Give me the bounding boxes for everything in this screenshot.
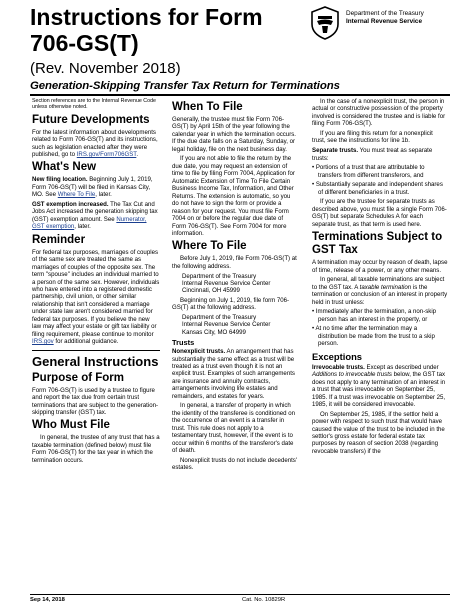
address-line: Internal Revenue Service Center (182, 279, 271, 287)
new-filing-lead: New filing location. (32, 176, 88, 184)
term-body-2: is the termination or conclusion of an interest in property held in trust unless: (312, 283, 448, 306)
link-where-to-file[interactable]: Where To File (57, 191, 96, 199)
future-text: For the latest information about developments related to Form 706-GS(T) and its instructions, such as legislation enacted after they were published, go to (32, 128, 158, 158)
header-rule (30, 94, 450, 96)
agency-block (346, 10, 424, 26)
irrev-body-2: below, the GST tax does not apply to any termination of an interest in a trust that was irrevocable on September 25, 1985. If a trust was irrevocable on September 25, 1985, it will be considered irrevocable. (312, 371, 446, 408)
separate-lead: Separate trusts. (312, 147, 359, 155)
irrev-lead: Irrevocable trusts. (312, 363, 365, 371)
heading-exceptions: Exceptions (312, 350, 363, 362)
heading-who-must-file: Who Must File (32, 419, 110, 432)
address-line: Department of the Treasury (182, 272, 257, 280)
address-line: Department of the Treasury (182, 313, 257, 321)
new-filing-body: Beginning July 1, 2019, Form 706-GS(T) will be filed in Kansas City, MO. See (32, 176, 153, 199)
irrevocable-trusts-text (312, 364, 448, 409)
heading-whats-new: What's New (32, 161, 97, 174)
footer-cat-number: Cat. No. 10829R (242, 597, 286, 603)
gst-body: The Tax Cut and Jobs Act increased the generation skipping tax (GST) exemption amount. See (32, 200, 158, 223)
heading-future-developments: Future Developments (32, 113, 150, 126)
heading-when-to-file: When To File (172, 101, 243, 113)
heading-terminations-subject: Terminations Subject to GST Tax (312, 231, 443, 257)
footer-date: Sep 14, 2018 (30, 597, 65, 603)
address-line: Internal Revenue Service Center (182, 321, 271, 329)
settlor-power-text: On September 25, 1985, if the settlor held a power with respect to such trust that would have caused the value of the trust to be included in the settlor's gross estate for federal estate tax purposes by reason of section 2038 (regarding revocable transfers) if the (312, 410, 445, 455)
link-gst-exemption[interactable]: Numerator, GST exemption (32, 215, 147, 231)
heading-purpose-of-form: Purpose of Form (32, 371, 125, 384)
heading-reminder: Reminder (32, 233, 86, 246)
when-to-file-text-2: If you are not able to file the return by the due date, you may request an extension of time to file by filing Form 7004, Application for Automatic Extension of Time To File Certain Business Income Tax, Information, and Other Returns. The extension is automatic, so you do not have to sign the form or provide a reason for your request. You must file Form 7004 on or before the regular due date of Form 706-GS(T). See Form 7004 for more information. (172, 155, 295, 237)
nonexplicit-filing-text: If you are filing this return for a nonexplicit trust, see the instructions for line 1b. (312, 130, 433, 145)
separate-trusts-text-2: If you are the trustee for separate trusts as described above, you must file a single Form 706-GS(T) but separate Schedules A for each separate trust, as that term is used here. (312, 198, 447, 228)
address-kansas-city (182, 314, 298, 336)
new-filing-location-text (32, 176, 160, 198)
term-body: In general, all taxable terminations are subject to the GST tax. A (312, 276, 445, 291)
who-must-file-text: In general, the trustee of any trust that has a taxable termination (defined below) must file Form 706-GS(T) for the tax year in which the termination occurs. (32, 434, 160, 464)
heading-general-instructions: General Instructions (32, 350, 160, 369)
irrev-italic: Additions to irrevocable trusts (312, 371, 392, 379)
new-filing-end: , later. (95, 191, 112, 199)
column-2 (172, 98, 298, 474)
reminder-text (32, 249, 160, 346)
bullet-item: • Portions of a trust that are attributable to transfers from different transferors, and (312, 164, 425, 179)
where-to-file-text-2: Beginning on July 1, 2019, file form 706-GS(T) at the following address. (172, 296, 290, 312)
future-end: . (136, 150, 139, 158)
term-italic: taxable termination (359, 283, 412, 291)
form-title: Instructions for Form 706-GS(T) (30, 4, 263, 56)
reminder-end: for additional guidance. (53, 338, 119, 346)
irrev-body: Except as described under (364, 363, 439, 371)
address-line: Cincinnati, OH 45999 (182, 287, 240, 295)
agency-department: Department of the Treasury (346, 10, 424, 17)
link-irs-form706gst[interactable]: IRS.gov/Form706GST (76, 150, 137, 158)
nonexplicit-trustee-text: In the case of a nonexplicit trust, the person in actual or constructive possession of the property involved is considered the trustee and is liable for filing Form 706-GS(T). (312, 98, 446, 128)
when-to-file-text-1: Generally, the trustee must file Form 706-GS(T) by April 15th of the year following the calendar year in which the termination occurs. If the due date falls on a Saturday, Sunday, or legal holiday, file on the next business day. (172, 116, 296, 153)
reminder-body: For federal tax purposes, marriages of couples of the same sex are treated the same as marriages of couples of the opposite sex. The term "spouse" includes an individual married to a person of the same sex. However, individuals who have entered into a registered domestic partnership, civil union, or other similar relationship that isn't considered a marriage under state law aren't considered married for federal tax purposes. If you believe the new law may affect your estate or gift tax liability or filing requirement, please continue to monitor (32, 248, 160, 338)
where-to-file-text-1: Before July 1, 2019, file Form 706-GS(T) at the following address. (172, 255, 297, 270)
agency-irs: Internal Revenue Service (346, 18, 423, 25)
address-cincinnati (182, 273, 298, 295)
bullet-item: • Immediately after the termination, a non-skip person has an interest in the property, or (312, 308, 437, 323)
heading-where-to-file: Where To File (172, 240, 247, 253)
bullet-item: • Substantially separate and independent shares of different beneficiaries in a trust. (312, 181, 443, 196)
trusts-text-3: Nonexplicit trusts do not include decedents' estates. (172, 456, 298, 472)
trusts-text-2: In general, a transfer of property in which the identity of the transferee is conditioned on the occurrence of an event is a transfer in trust. This rule does not apply to a testamentary trust, however, if the event is to occur within 6 months of the transferor's date of death. (172, 402, 295, 455)
terminations-text-2 (312, 276, 448, 306)
gst-exemption-text (32, 201, 160, 231)
gst-lead: GST exemption increased. (32, 200, 109, 208)
terminations-text-1: A termination may occur by reason of death, lapse of time, release of a power, or any other means. (312, 259, 448, 274)
bullet-item: • At no time after the termination may a distribution be made from the trust to a skip person. (312, 325, 435, 348)
address-line: Kansas City, MO 64999 (182, 328, 246, 336)
section-reference-note: Section references are to the Internal Revenue Code unless otherwise noted. (32, 98, 156, 111)
footer-rule (30, 594, 450, 595)
nonexplicit-trusts-text (172, 348, 298, 400)
form-subtitle: Generation-Skipping Transfer Tax Return for Terminations (30, 80, 340, 92)
purpose-text: Form 706-GS(T) is used by a trustee to figure and report the tax due from certain trust terminations that are subject to the generation-skipping transfer (GST) tax. (32, 386, 159, 417)
column-3 (312, 98, 448, 458)
separate-body: You must treat as separate trusts: (312, 147, 433, 162)
future-developments-text (32, 129, 160, 159)
heading-trusts: Trusts (172, 338, 195, 348)
link-irs-gov[interactable]: IRS.gov (32, 338, 54, 346)
separate-trusts-text (312, 147, 448, 162)
column-1 (32, 98, 160, 466)
gst-end: , later. (74, 223, 91, 231)
nonexplicit-lead: Nonexplicit trusts. (172, 348, 226, 356)
revision-date: (Rev. November 2018) (30, 60, 181, 77)
treasury-eagle-logo-icon (310, 6, 340, 40)
nonexplicit-body: An arrangement that has substantially the same effect as a trust will be treated as a trust even though it is not an explicit trust. Examples of such arrangements are insurance and annuity contracts, arrangements involving life estates and remainders, and estates for years. (172, 348, 295, 400)
